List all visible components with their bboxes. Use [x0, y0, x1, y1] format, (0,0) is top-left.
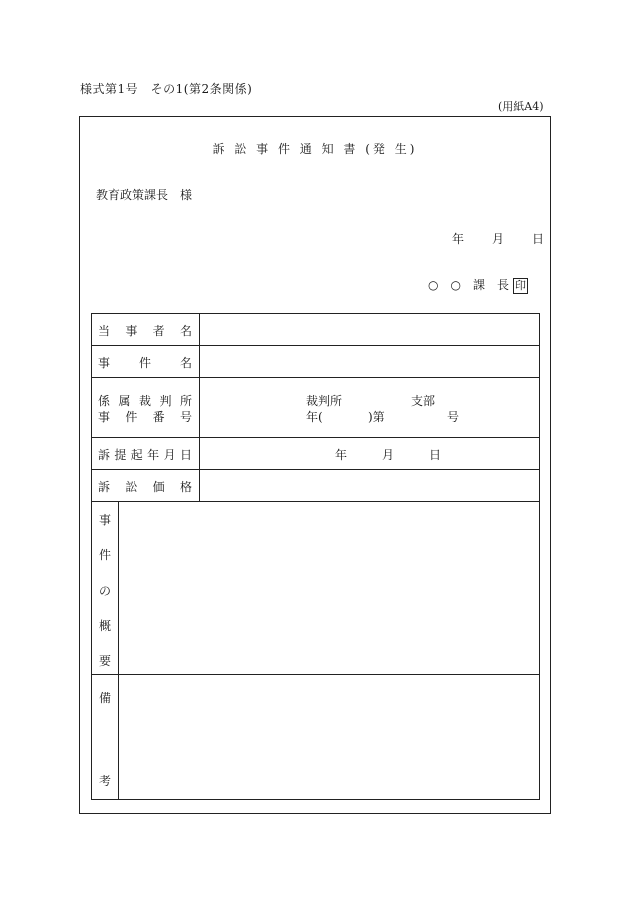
filing-date-label	[98, 446, 192, 463]
issue-date-month: 月	[492, 232, 505, 246]
filing-date-label-char: 訴	[98, 448, 111, 462]
filing-year: 年	[335, 448, 348, 462]
party-name-label	[98, 322, 192, 339]
party-name-label-char: 事	[125, 324, 138, 338]
form-number-label: 様式第1号 その1(第2条関係)	[80, 82, 253, 96]
filing-date-label-char: 日	[179, 448, 192, 462]
case-number-text: )第	[368, 410, 385, 424]
claim-value-label-char: 価	[152, 480, 165, 494]
case-number-label	[98, 408, 192, 425]
court-text: 裁判所	[306, 394, 343, 408]
seal-mark: 印	[514, 279, 526, 292]
court-label-char: 判	[159, 394, 172, 408]
case-name-label-char: 件	[138, 356, 151, 370]
court-label	[98, 392, 192, 409]
issue-date-year: 年	[452, 232, 465, 246]
claim-value-label-char: 訴	[98, 480, 111, 494]
claim-value-field[interactable]	[200, 470, 539, 501]
filing-date-label-char: 起	[130, 448, 143, 462]
claim-value-label-char: 訟	[125, 480, 138, 494]
party-name-field[interactable]	[200, 314, 539, 345]
issuer-title: ○ ○ 課 長	[428, 278, 509, 292]
case-number-label-char: 番	[152, 410, 165, 424]
summary-char-4: 要	[98, 654, 111, 668]
case-name-label	[98, 354, 192, 371]
summary-field[interactable]	[119, 502, 539, 674]
court-label-char: 係	[98, 394, 111, 408]
document-title: 訴 訟 事 件 通 知 書 (発 生)	[212, 142, 418, 156]
remarks-char-1: 考	[98, 774, 111, 788]
remarks-char-0: 備	[98, 691, 111, 705]
summary-char-0: 事	[98, 513, 111, 527]
case-number-label-char: 件	[125, 410, 138, 424]
party-name-label-char: 名	[179, 324, 192, 338]
summary-char-1: 件	[98, 548, 111, 562]
filing-date-label-char: 月	[163, 448, 176, 462]
case-year-text: 年(	[306, 410, 323, 424]
issuer	[428, 276, 528, 294]
court-label-char: 属	[118, 394, 131, 408]
paper-size-label: (用紙A4)	[498, 100, 544, 113]
addressee: 教育政策課長 様	[96, 188, 193, 202]
case-go-text: 号	[447, 410, 460, 424]
case-info-table	[91, 313, 540, 800]
filing-day: 日	[429, 448, 442, 462]
issue-date-day: 日	[532, 232, 545, 246]
branch-text: 支部	[411, 394, 436, 408]
claim-value-label-char: 格	[179, 480, 192, 494]
party-name-label-char: 当	[98, 324, 111, 338]
case-name-field[interactable]	[200, 346, 539, 377]
filing-date-label-char: 提	[114, 448, 127, 462]
filing-month: 月	[382, 448, 395, 462]
case-number-label-char: 号	[179, 410, 192, 424]
case-name-label-char: 名	[179, 356, 192, 370]
filing-date-label-char: 年	[147, 448, 160, 462]
party-name-label-char: 者	[152, 324, 165, 338]
case-number-label-char: 事	[98, 410, 111, 424]
court-label-char: 所	[179, 394, 192, 408]
issue-date	[452, 230, 544, 247]
summary-char-2: の	[98, 584, 111, 598]
court-label-char: 裁	[138, 394, 151, 408]
claim-value-label	[98, 478, 192, 495]
summary-char-3: 概	[98, 619, 111, 633]
case-name-label-char: 事	[98, 356, 111, 370]
remarks-field[interactable]	[119, 675, 539, 799]
